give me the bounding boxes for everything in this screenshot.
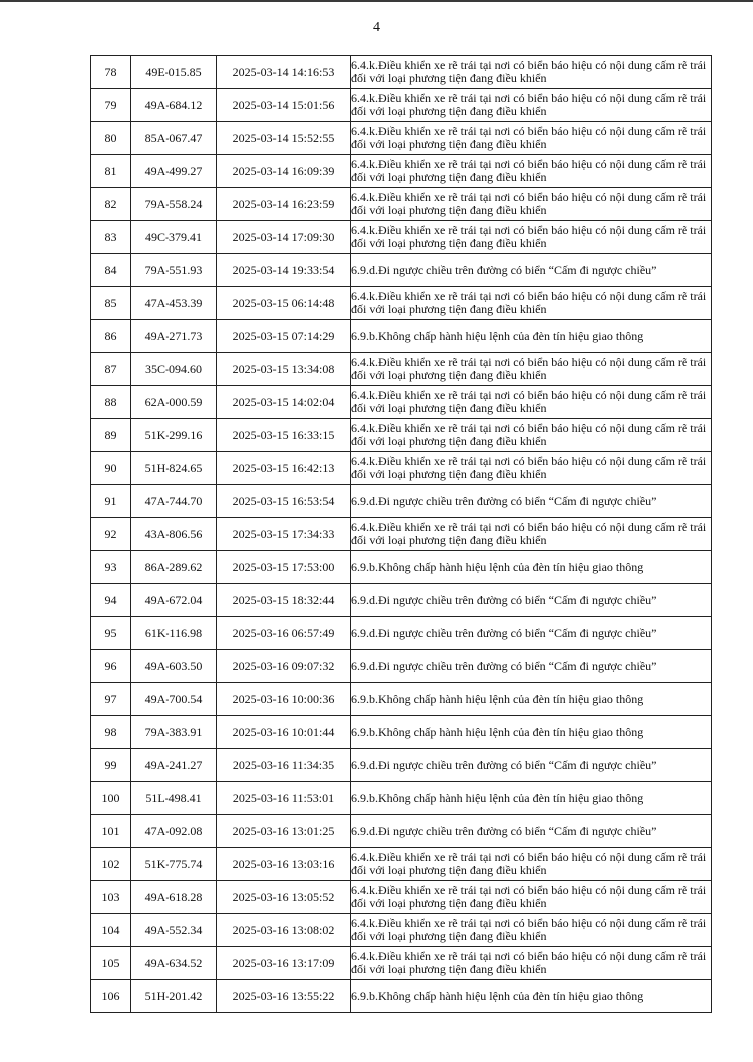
table-row xyxy=(91,320,712,353)
timestamp-cell: 2025-03-15 17:53:00 xyxy=(217,551,351,584)
table-row xyxy=(91,419,712,452)
timestamp-cell: 2025-03-16 13:05:52 xyxy=(217,881,351,914)
license-plate-cell: 49C-379.41 xyxy=(131,221,217,254)
row-number-cell: 95 xyxy=(91,617,131,650)
timestamp-cell: 2025-03-16 09:07:32 xyxy=(217,650,351,683)
license-plate-cell: 49A-271.73 xyxy=(131,320,217,353)
license-plate-cell: 51K-775.74 xyxy=(131,848,217,881)
table-row xyxy=(91,584,712,617)
violation-description-cell: 6.4.k.Điều khiển xe rẽ trái tại nơi có biển báo hiệu có nội dung cấm rẽ trái đối với loại phương tiện đang điều khiển xyxy=(351,518,712,551)
violation-description-cell: 6.9.b.Không chấp hành hiệu lệnh của đèn tín hiệu giao thông xyxy=(351,683,712,716)
row-number-cell: 103 xyxy=(91,881,131,914)
table-row xyxy=(91,56,712,89)
row-number-cell: 87 xyxy=(91,353,131,386)
table-row xyxy=(91,650,712,683)
timestamp-cell: 2025-03-14 19:33:54 xyxy=(217,254,351,287)
license-plate-cell: 47A-092.08 xyxy=(131,815,217,848)
license-plate-cell: 49A-603.50 xyxy=(131,650,217,683)
row-number-cell: 94 xyxy=(91,584,131,617)
table-row xyxy=(91,914,712,947)
page-number: 4 xyxy=(373,20,380,35)
timestamp-cell: 2025-03-16 11:53:01 xyxy=(217,782,351,815)
license-plate-cell: 79A-383.91 xyxy=(131,716,217,749)
violation-description-cell: 6.9.b.Không chấp hành hiệu lệnh của đèn tín hiệu giao thông xyxy=(351,980,712,1013)
violation-description-cell: 6.4.k.Điều khiển xe rẽ trái tại nơi có biển báo hiệu có nội dung cấm rẽ trái đối với loại phương tiện đang điều khiển xyxy=(351,947,712,980)
table-row xyxy=(91,155,712,188)
table-row xyxy=(91,749,712,782)
license-plate-cell: 79A-551.93 xyxy=(131,254,217,287)
row-number-cell: 82 xyxy=(91,188,131,221)
violation-description-cell: 6.9.b.Không chấp hành hiệu lệnh của đèn tín hiệu giao thông xyxy=(351,320,712,353)
row-number-cell: 97 xyxy=(91,683,131,716)
timestamp-cell: 2025-03-15 13:34:08 xyxy=(217,353,351,386)
license-plate-cell: 51K-299.16 xyxy=(131,419,217,452)
timestamp-cell: 2025-03-16 13:55:22 xyxy=(217,980,351,1013)
table-row xyxy=(91,485,712,518)
timestamp-cell: 2025-03-15 14:02:04 xyxy=(217,386,351,419)
timestamp-cell: 2025-03-16 13:03:16 xyxy=(217,848,351,881)
license-plate-cell: 51L-498.41 xyxy=(131,782,217,815)
license-plate-cell: 49A-700.54 xyxy=(131,683,217,716)
timestamp-cell: 2025-03-14 17:09:30 xyxy=(217,221,351,254)
timestamp-cell: 2025-03-15 17:34:33 xyxy=(217,518,351,551)
row-number-cell: 102 xyxy=(91,848,131,881)
timestamp-cell: 2025-03-15 16:42:13 xyxy=(217,452,351,485)
row-number-cell: 104 xyxy=(91,914,131,947)
timestamp-cell: 2025-03-14 16:09:39 xyxy=(217,155,351,188)
violation-description-cell: 6.9.d.Đi ngược chiều trên đường có biển “Cấm đi ngược chiều” xyxy=(351,254,712,287)
row-number-cell: 96 xyxy=(91,650,131,683)
license-plate-cell: 43A-806.56 xyxy=(131,518,217,551)
license-plate-cell: 85A-067.47 xyxy=(131,122,217,155)
license-plate-cell: 47A-453.39 xyxy=(131,287,217,320)
timestamp-cell: 2025-03-14 15:01:56 xyxy=(217,89,351,122)
row-number-cell: 105 xyxy=(91,947,131,980)
violation-description-cell: 6.4.k.Điều khiển xe rẽ trái tại nơi có biển báo hiệu có nội dung cấm rẽ trái đối với loại phương tiện đang điều khiển xyxy=(351,881,712,914)
license-plate-cell: 49A-552.34 xyxy=(131,914,217,947)
violation-description-cell: 6.9.d.Đi ngược chiều trên đường có biển “Cấm đi ngược chiều” xyxy=(351,617,712,650)
timestamp-cell: 2025-03-14 15:52:55 xyxy=(217,122,351,155)
violation-description-cell: 6.9.d.Đi ngược chiều trên đường có biển “Cấm đi ngược chiều” xyxy=(351,749,712,782)
timestamp-cell: 2025-03-15 16:53:54 xyxy=(217,485,351,518)
table-row xyxy=(91,881,712,914)
timestamp-cell: 2025-03-16 13:01:25 xyxy=(217,815,351,848)
license-plate-cell: 49A-672.04 xyxy=(131,584,217,617)
violation-description-cell: 6.4.k.Điều khiển xe rẽ trái tại nơi có biển báo hiệu có nội dung cấm rẽ trái đối với loại phương tiện đang điều khiển xyxy=(351,155,712,188)
row-number-cell: 92 xyxy=(91,518,131,551)
violation-description-cell: 6.9.d.Đi ngược chiều trên đường có biển “Cấm đi ngược chiều” xyxy=(351,485,712,518)
table-row xyxy=(91,353,712,386)
table-row xyxy=(91,188,712,221)
table-row xyxy=(91,815,712,848)
row-number-cell: 84 xyxy=(91,254,131,287)
license-plate-cell: 61K-116.98 xyxy=(131,617,217,650)
row-number-cell: 83 xyxy=(91,221,131,254)
violation-description-cell: 6.4.k.Điều khiển xe rẽ trái tại nơi có biển báo hiệu có nội dung cấm rẽ trái đối với loại phương tiện đang điều khiển xyxy=(351,452,712,485)
license-plate-cell: 49A-241.27 xyxy=(131,749,217,782)
timestamp-cell: 2025-03-14 14:16:53 xyxy=(217,56,351,89)
violation-description-cell: 6.4.k.Điều khiển xe rẽ trái tại nơi có biển báo hiệu có nội dung cấm rẽ trái đối với loại phương tiện đang điều khiển xyxy=(351,386,712,419)
violations-table-body xyxy=(91,56,712,1013)
table-row xyxy=(91,452,712,485)
row-number-cell: 93 xyxy=(91,551,131,584)
violation-description-cell: 6.4.k.Điều khiển xe rẽ trái tại nơi có biển báo hiệu có nội dung cấm rẽ trái đối với loại phương tiện đang điều khiển xyxy=(351,122,712,155)
row-number-cell: 101 xyxy=(91,815,131,848)
top-border-line xyxy=(0,0,753,2)
violation-description-cell: 6.4.k.Điều khiển xe rẽ trái tại nơi có biển báo hiệu có nội dung cấm rẽ trái đối với loại phương tiện đang điều khiển xyxy=(351,419,712,452)
license-plate-cell: 47A-744.70 xyxy=(131,485,217,518)
violation-description-cell: 6.9.d.Đi ngược chiều trên đường có biển “Cấm đi ngược chiều” xyxy=(351,650,712,683)
row-number-cell: 91 xyxy=(91,485,131,518)
license-plate-cell: 49A-684.12 xyxy=(131,89,217,122)
violation-description-cell: 6.9.b.Không chấp hành hiệu lệnh của đèn tín hiệu giao thông xyxy=(351,716,712,749)
violation-description-cell: 6.4.k.Điều khiển xe rẽ trái tại nơi có biển báo hiệu có nội dung cấm rẽ trái đối với loại phương tiện đang điều khiển xyxy=(351,287,712,320)
license-plate-cell: 62A-000.59 xyxy=(131,386,217,419)
violation-description-cell: 6.9.b.Không chấp hành hiệu lệnh của đèn tín hiệu giao thông xyxy=(351,551,712,584)
violation-description-cell: 6.9.d.Đi ngược chiều trên đường có biển “Cấm đi ngược chiều” xyxy=(351,584,712,617)
row-number-cell: 100 xyxy=(91,782,131,815)
license-plate-cell: 49A-618.28 xyxy=(131,881,217,914)
violation-description-cell: 6.4.k.Điều khiển xe rẽ trái tại nơi có biển báo hiệu có nội dung cấm rẽ trái đối với loại phương tiện đang điều khiển xyxy=(351,914,712,947)
timestamp-cell: 2025-03-16 10:01:44 xyxy=(217,716,351,749)
table-row xyxy=(91,254,712,287)
license-plate-cell: 49A-499.27 xyxy=(131,155,217,188)
violation-description-cell: 6.9.d.Đi ngược chiều trên đường có biển “Cấm đi ngược chiều” xyxy=(351,815,712,848)
license-plate-cell: 79A-558.24 xyxy=(131,188,217,221)
violation-description-cell: 6.4.k.Điều khiển xe rẽ trái tại nơi có biển báo hiệu có nội dung cấm rẽ trái đối với loại phương tiện đang điều khiển xyxy=(351,848,712,881)
table-row xyxy=(91,617,712,650)
table-row xyxy=(91,518,712,551)
row-number-cell: 81 xyxy=(91,155,131,188)
row-number-cell: 90 xyxy=(91,452,131,485)
table-row xyxy=(91,221,712,254)
timestamp-cell: 2025-03-15 07:14:29 xyxy=(217,320,351,353)
row-number-cell: 88 xyxy=(91,386,131,419)
timestamp-cell: 2025-03-16 13:17:09 xyxy=(217,947,351,980)
timestamp-cell: 2025-03-14 16:23:59 xyxy=(217,188,351,221)
row-number-cell: 86 xyxy=(91,320,131,353)
timestamp-cell: 2025-03-16 13:08:02 xyxy=(217,914,351,947)
timestamp-cell: 2025-03-16 10:00:36 xyxy=(217,683,351,716)
table-row xyxy=(91,551,712,584)
table-row xyxy=(91,683,712,716)
row-number-cell: 106 xyxy=(91,980,131,1013)
row-number-cell: 89 xyxy=(91,419,131,452)
timestamp-cell: 2025-03-15 06:14:48 xyxy=(217,287,351,320)
violation-description-cell: 6.4.k.Điều khiển xe rẽ trái tại nơi có biển báo hiệu có nội dung cấm rẽ trái đối với loại phương tiện đang điều khiển xyxy=(351,89,712,122)
license-plate-cell: 51H-201.42 xyxy=(131,980,217,1013)
timestamp-cell: 2025-03-15 16:33:15 xyxy=(217,419,351,452)
row-number-cell: 85 xyxy=(91,287,131,320)
table-row xyxy=(91,89,712,122)
timestamp-cell: 2025-03-16 11:34:35 xyxy=(217,749,351,782)
row-number-cell: 79 xyxy=(91,89,131,122)
table-row xyxy=(91,716,712,749)
violation-description-cell: 6.4.k.Điều khiển xe rẽ trái tại nơi có biển báo hiệu có nội dung cấm rẽ trái đối với loại phương tiện đang điều khiển xyxy=(351,353,712,386)
table-row xyxy=(91,848,712,881)
violation-description-cell: 6.9.b.Không chấp hành hiệu lệnh của đèn tín hiệu giao thông xyxy=(351,782,712,815)
violation-description-cell: 6.4.k.Điều khiển xe rẽ trái tại nơi có biển báo hiệu có nội dung cấm rẽ trái đối với loại phương tiện đang điều khiển xyxy=(351,221,712,254)
violation-description-cell: 6.4.k.Điều khiển xe rẽ trái tại nơi có biển báo hiệu có nội dung cấm rẽ trái đối với loại phương tiện đang điều khiển xyxy=(351,56,712,89)
violation-description-cell: 6.4.k.Điều khiển xe rẽ trái tại nơi có biển báo hiệu có nội dung cấm rẽ trái đối với loại phương tiện đang điều khiển xyxy=(351,188,712,221)
table-row xyxy=(91,386,712,419)
table-row xyxy=(91,122,712,155)
license-plate-cell: 49A-634.52 xyxy=(131,947,217,980)
timestamp-cell: 2025-03-16 06:57:49 xyxy=(217,617,351,650)
table-row xyxy=(91,287,712,320)
license-plate-cell: 35C-094.60 xyxy=(131,353,217,386)
table-row xyxy=(91,980,712,1013)
timestamp-cell: 2025-03-15 18:32:44 xyxy=(217,584,351,617)
table-row xyxy=(91,947,712,980)
row-number-cell: 80 xyxy=(91,122,131,155)
row-number-cell: 99 xyxy=(91,749,131,782)
table-row xyxy=(91,782,712,815)
license-plate-cell: 86A-289.62 xyxy=(131,551,217,584)
license-plate-cell: 49E-015.85 xyxy=(131,56,217,89)
license-plate-cell: 51H-824.65 xyxy=(131,452,217,485)
row-number-cell: 78 xyxy=(91,56,131,89)
violations-table xyxy=(90,55,712,1013)
row-number-cell: 98 xyxy=(91,716,131,749)
